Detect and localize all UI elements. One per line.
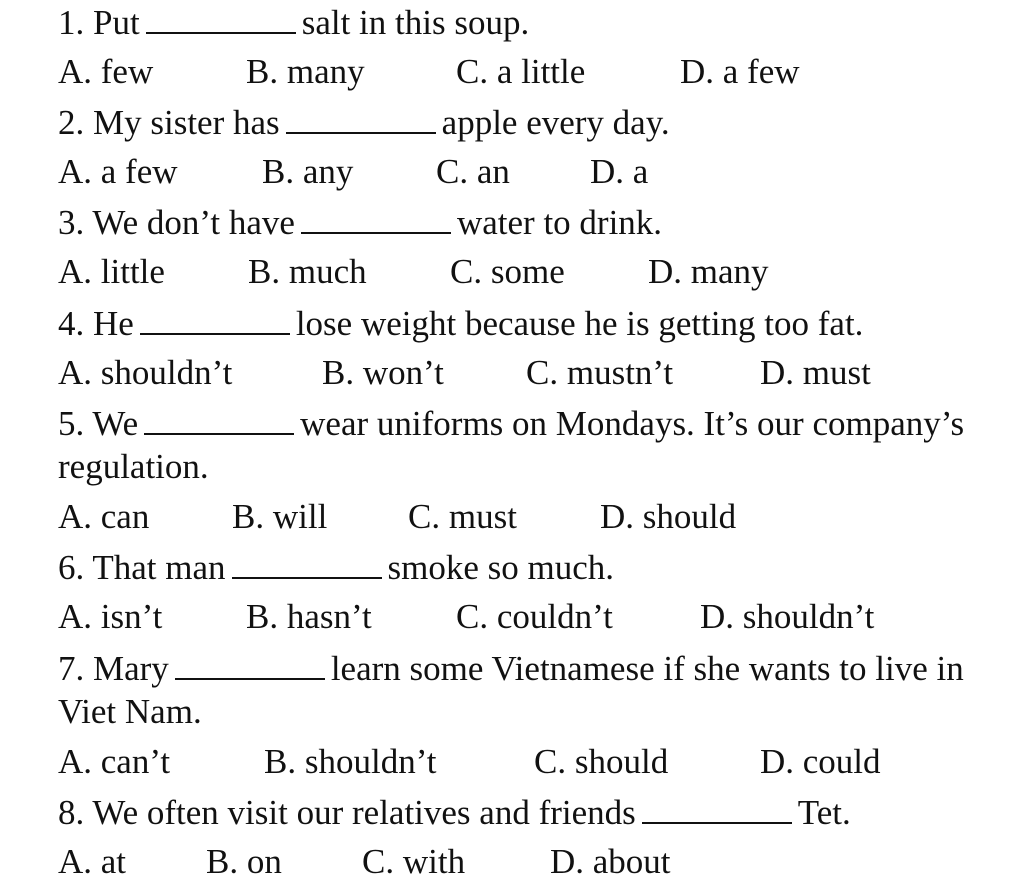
- option-d[interactable]: D. about: [550, 842, 671, 881]
- option-a[interactable]: A. isn’t: [58, 597, 163, 636]
- option-c[interactable]: C. mustn’t: [526, 353, 674, 392]
- answer-blank[interactable]: [642, 792, 792, 824]
- option-b[interactable]: B. hasn’t: [246, 597, 372, 636]
- option-a[interactable]: A. can: [58, 497, 150, 536]
- option-b[interactable]: B. much: [248, 252, 367, 291]
- option-b[interactable]: B. won’t: [322, 353, 444, 392]
- option-c[interactable]: C. couldn’t: [456, 597, 613, 636]
- answer-blank[interactable]: [301, 202, 451, 234]
- question-6-stem: [58, 547, 614, 588]
- stem-after: apple every day.: [441, 103, 670, 142]
- stem-before: Mary: [93, 649, 169, 688]
- option-a[interactable]: A. little: [58, 252, 165, 291]
- question-number: 1.: [58, 3, 85, 42]
- option-b[interactable]: B. will: [232, 497, 328, 536]
- option-b[interactable]: B. any: [262, 152, 354, 191]
- stem-before: That man: [92, 548, 226, 587]
- question-number: 8.: [58, 793, 85, 832]
- question-8-stem: [58, 792, 851, 833]
- option-c[interactable]: C. should: [534, 742, 669, 781]
- option-c[interactable]: C. with: [362, 842, 466, 881]
- option-a[interactable]: A. at: [58, 842, 127, 881]
- option-a[interactable]: A. few: [58, 52, 154, 91]
- stem-before: We: [92, 404, 139, 443]
- stem-after: water to drink.: [456, 203, 663, 242]
- option-b[interactable]: B. many: [246, 52, 365, 91]
- option-c[interactable]: C. an: [436, 152, 510, 191]
- option-d[interactable]: D. should: [600, 497, 737, 536]
- question-number: 5.: [58, 404, 85, 443]
- question-7-continuation: [58, 692, 202, 732]
- answer-blank[interactable]: [175, 648, 325, 680]
- option-d[interactable]: D. could: [760, 742, 881, 781]
- question-number: 6.: [58, 548, 85, 587]
- answer-blank[interactable]: [232, 547, 382, 579]
- stem-before: We often visit our relatives and friends: [92, 793, 636, 832]
- question-3-stem: [58, 202, 662, 243]
- answer-blank[interactable]: [144, 403, 294, 435]
- option-d[interactable]: D. a: [590, 152, 649, 191]
- option-d[interactable]: D. shouldn’t: [700, 597, 875, 636]
- question-7-stem: [58, 648, 964, 689]
- option-b[interactable]: B. on: [206, 842, 282, 881]
- stem-after: learn some Vietnamese if she wants to live in: [330, 649, 964, 688]
- stem-after: salt in this soup.: [301, 3, 530, 42]
- answer-blank[interactable]: [140, 303, 290, 335]
- answer-blank[interactable]: [286, 102, 436, 134]
- stem-after: wear uniforms on Mondays. It’s our company’s: [300, 404, 965, 443]
- option-c[interactable]: C. some: [450, 252, 565, 291]
- question-5-stem: [58, 403, 964, 444]
- question-number: 2.: [58, 103, 85, 142]
- option-c[interactable]: C. must: [408, 497, 517, 536]
- question-number: 4.: [58, 304, 85, 343]
- option-a[interactable]: A. a few: [58, 152, 178, 191]
- stem-before: He: [93, 304, 134, 343]
- option-a[interactable]: A. shouldn’t: [58, 353, 233, 392]
- option-d[interactable]: D. must: [760, 353, 871, 392]
- answer-blank[interactable]: [146, 2, 296, 34]
- option-d[interactable]: D. many: [648, 252, 769, 291]
- question-1-stem: [58, 2, 529, 43]
- question-2-stem: [58, 102, 670, 143]
- stem-after: Tet.: [797, 793, 851, 832]
- option-c[interactable]: C. a little: [456, 52, 586, 91]
- stem-before: My sister has: [93, 103, 280, 142]
- stem-after: smoke so much.: [387, 548, 615, 587]
- option-b[interactable]: B. shouldn’t: [264, 742, 437, 781]
- option-d[interactable]: D. a few: [680, 52, 800, 91]
- option-a[interactable]: A. can’t: [58, 742, 171, 781]
- stem-before: Put: [93, 3, 140, 42]
- stem-before: We don’t have: [92, 203, 295, 242]
- question-number: 3.: [58, 203, 85, 242]
- stem-continuation: regulation.: [58, 447, 209, 486]
- question-4-stem: [58, 303, 863, 344]
- stem-continuation: Viet Nam.: [58, 692, 202, 731]
- question-5-continuation: [58, 447, 209, 487]
- question-number: 7.: [58, 649, 85, 688]
- stem-after: lose weight because he is getting too fat.: [295, 304, 864, 343]
